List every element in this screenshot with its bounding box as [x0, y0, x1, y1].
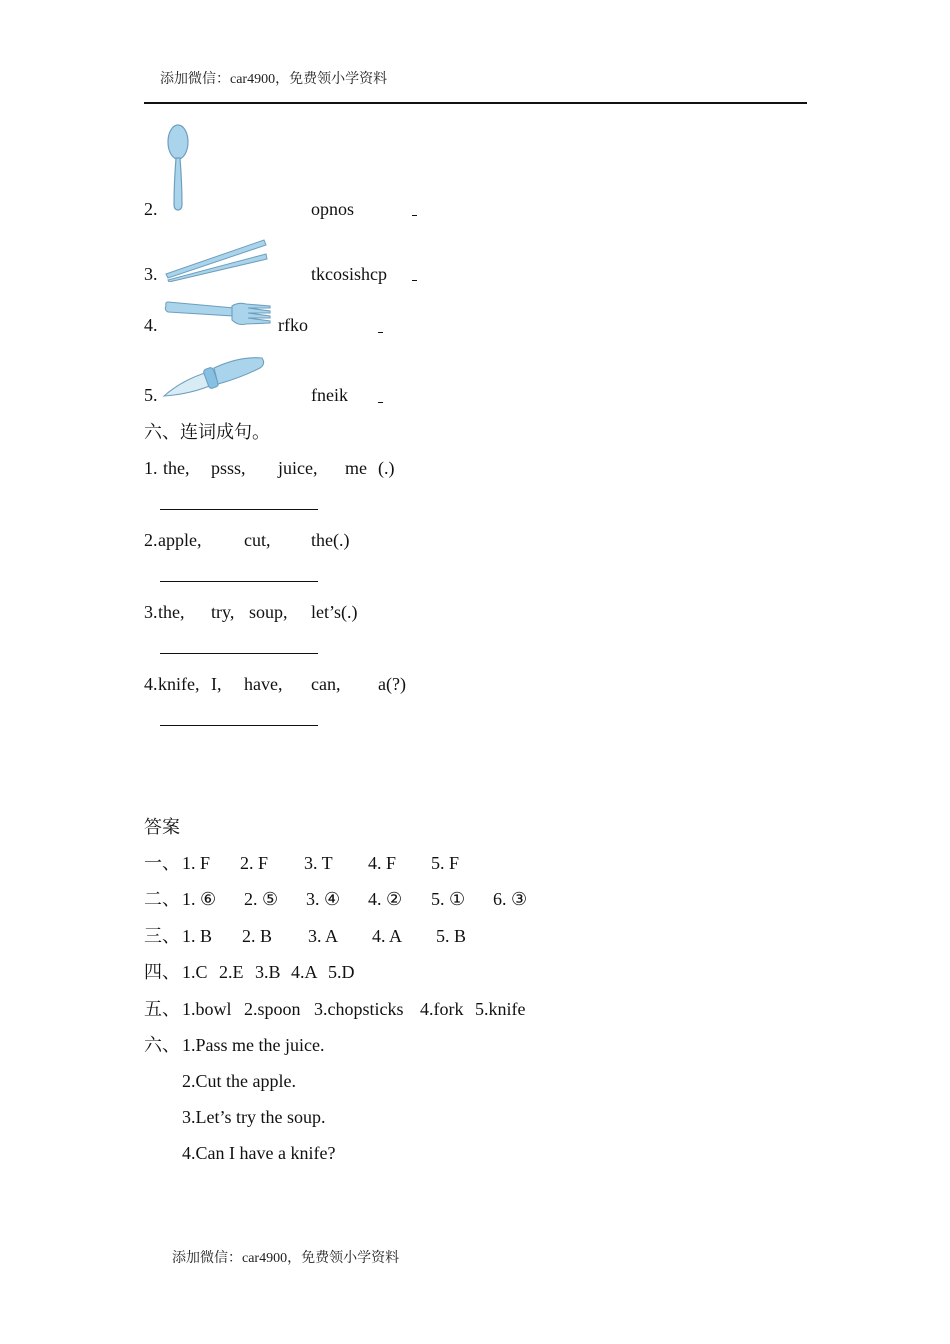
answer-item: 6. ③ [493, 889, 528, 909]
word-token: cut, [244, 530, 271, 550]
word-token: the, [158, 602, 185, 622]
answer-item: 1.Pass me the juice. [182, 1035, 325, 1055]
answer-item: 4.fork [420, 999, 464, 1019]
spoon-icon [164, 124, 192, 212]
item-number: 5. [144, 385, 158, 405]
page-footer: 添加微信：car4900，免费领小学资料 [172, 1251, 400, 1266]
sentence-number: 1. [144, 458, 158, 478]
word-token: I, [211, 674, 222, 694]
word-token: (.) [378, 458, 395, 478]
answer-item: 1.bowl [182, 999, 232, 1019]
word-token: the(.) [311, 530, 350, 550]
word-token: apple, [158, 530, 202, 550]
answer-item: 1.C [182, 962, 208, 982]
answer-sentence: 3.Let’s try the soup. [182, 1107, 326, 1127]
answer-row-label: 六、 [144, 1035, 180, 1055]
word-token: the, [163, 458, 190, 478]
item-number: 4. [144, 315, 158, 335]
answer-item: 1. ⑥ [182, 889, 217, 909]
answer-item: 5. F [431, 853, 460, 873]
answer-item: 5.D [328, 962, 355, 982]
word-token: me [345, 458, 367, 478]
page-header: 添加微信：car4900，免费领小学资料 [160, 72, 388, 87]
answer-row-label: 一、 [144, 853, 180, 873]
word-token: can, [311, 674, 341, 694]
answer-item: 4. ② [368, 889, 403, 909]
answer-item: 4. A [372, 926, 403, 946]
scrambled-word: opnos [311, 199, 355, 219]
fork-icon [162, 300, 274, 330]
scrambled-word: tkcosishcp [311, 264, 387, 284]
sentence-number: 2. [144, 530, 158, 550]
chopsticks-icon [164, 236, 270, 282]
answer-row-label: 二、 [144, 889, 180, 909]
sentence-number: 4. [144, 674, 158, 694]
section-title: 六、连词成句。 [144, 422, 270, 442]
word-token: soup, [249, 602, 288, 622]
answer-item: 2. F [240, 853, 269, 873]
answer-item: 5.knife [475, 999, 526, 1019]
answer-item: 3.chopsticks [314, 999, 404, 1019]
answer-item: 1. F [182, 853, 211, 873]
answer-line [160, 725, 318, 726]
answer-item: 3. ④ [306, 889, 341, 909]
answer-sentence: 4.Can I have a knife? [182, 1143, 336, 1163]
answer-item: 2.E [219, 962, 244, 982]
answer-item: 3.B [255, 962, 281, 982]
answer-line [160, 509, 318, 510]
word-token: knife, [158, 674, 200, 694]
answer-item: 5. ① [431, 889, 466, 909]
item-number: 3. [144, 264, 158, 284]
sentence-number: 3. [144, 602, 158, 622]
word-token: a(?) [378, 674, 406, 694]
answers-title: 答案 [144, 817, 180, 837]
answer-item: 5. B [436, 926, 467, 946]
header-rule [144, 102, 807, 104]
answer-item: 3. A [308, 926, 339, 946]
answer-item: 4.A [291, 962, 318, 982]
knife-icon [162, 354, 266, 400]
answer-item: 3. T [304, 853, 333, 873]
answer-blank [412, 215, 417, 216]
answer-sentence: 2.Cut the apple. [182, 1071, 296, 1091]
answer-blank [378, 332, 383, 333]
answer-blank [412, 280, 417, 281]
answer-blank [378, 402, 383, 403]
answer-item: 2. B [242, 926, 273, 946]
word-token: psss, [211, 458, 246, 478]
answer-line [160, 653, 318, 654]
answer-item: 2. ⑤ [244, 889, 279, 909]
answer-item: 2.spoon [244, 999, 301, 1019]
answer-line [160, 581, 318, 582]
answer-item: 4. F [368, 853, 397, 873]
word-token: juice, [278, 458, 318, 478]
word-token: try, [211, 602, 235, 622]
word-token: have, [244, 674, 283, 694]
answer-row-label: 五、 [144, 999, 180, 1019]
answer-row-label: 四、 [144, 962, 180, 982]
scrambled-word: fneik [311, 385, 348, 405]
word-token: let’s(.) [311, 602, 358, 622]
scrambled-word: rfko [278, 315, 308, 335]
answer-item: 1. B [182, 926, 213, 946]
answer-row-label: 三、 [144, 926, 180, 946]
item-number: 2. [144, 199, 158, 219]
